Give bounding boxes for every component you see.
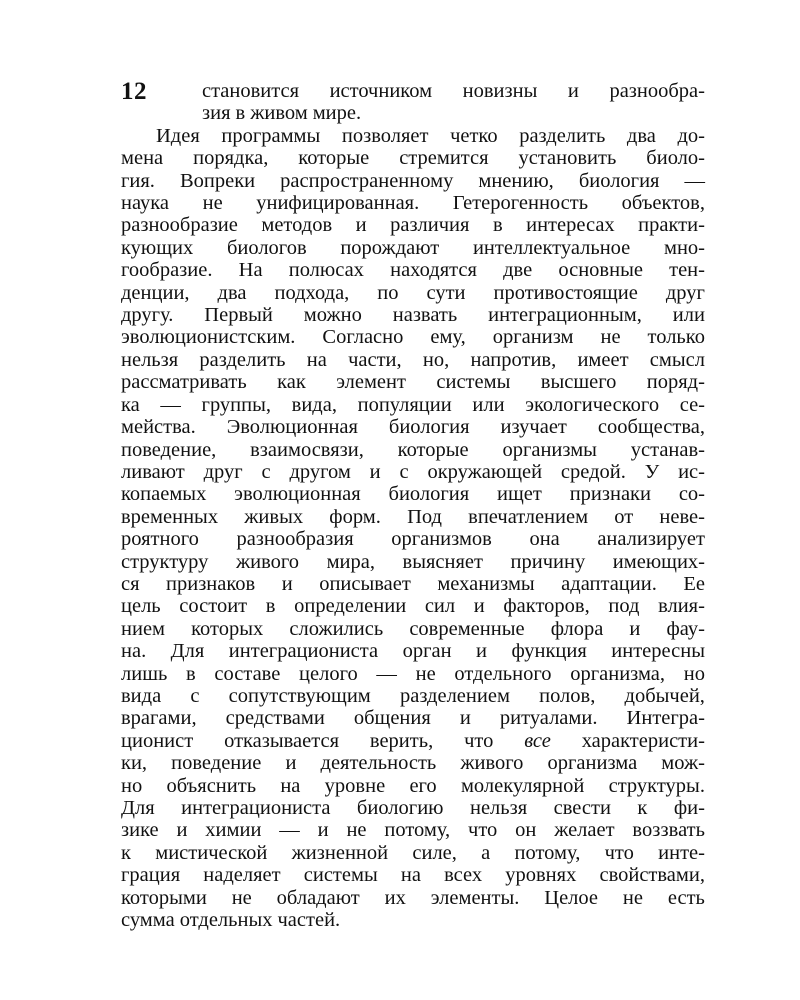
word: она [529,528,560,551]
word: их [384,886,406,909]
text-line [121,528,705,550]
word: организм [492,326,574,349]
word: но [683,662,705,685]
word: временных [121,505,219,528]
text-line [121,819,705,841]
word: становится [202,80,300,102]
word: которыми [121,886,207,909]
word: высшего [540,371,617,394]
word: и [355,214,367,237]
word: выясняет [402,550,483,573]
word: эволюционистским. [121,326,296,349]
word: находятся [390,259,477,282]
word: организмов [391,528,492,551]
word: но [121,774,143,797]
word: со- [678,483,705,506]
word: другу. [121,304,174,327]
text-line [121,282,705,304]
word: интересны [611,640,705,663]
word: мена [121,147,164,170]
text-line [121,461,705,483]
word: есть [667,886,705,909]
text-line [121,573,705,595]
word: две [503,259,533,282]
word: ритуалами. [499,707,598,730]
word: причину [510,550,586,573]
word: влия- [658,595,705,618]
word: напротив, [470,348,557,371]
text-line [121,797,705,819]
word: только [647,326,705,349]
word: современные [409,617,525,640]
word: и [567,80,579,102]
word: гообразие. [121,259,213,282]
word: описывает [319,572,411,595]
text-line [121,237,705,259]
word: не [622,886,643,909]
word: — [279,819,300,842]
word: флора [550,617,604,640]
word: верить, [369,729,434,752]
word: разнообразия [236,528,354,551]
word: интересах [526,214,615,237]
word: или [672,304,705,327]
word: ис- [678,460,705,483]
text-line [121,304,705,326]
word: и [369,460,381,483]
word: наука [121,192,170,215]
text-line [121,752,705,774]
text-line [121,775,705,797]
word: вида [121,684,162,707]
word: признаки [569,483,651,506]
word: сути [426,281,466,304]
word: факторов, [503,595,590,618]
word: деятельность [320,752,437,775]
word: с [399,460,409,483]
word: составе [214,662,281,685]
word: распространенному [280,169,454,192]
word: Для [121,797,155,819]
word: интеллектуальное [472,236,631,259]
word: желает [554,819,615,842]
word: мистической [155,841,268,864]
word: Целое [544,886,599,909]
text-line [121,483,705,505]
text-line [121,730,705,752]
word: живого [235,550,300,573]
word: имеет [577,348,629,371]
word: орган [402,640,452,663]
word: состоит [179,595,248,618]
word: ливают [121,460,185,483]
word: ки, [121,752,148,775]
word: имеющих- [612,550,705,573]
word: популяции [357,393,452,416]
word: которых [191,617,264,640]
word: поряд- [646,371,705,394]
word: гия. [121,169,155,192]
word: под [608,595,640,618]
word: позволяет [341,124,429,147]
word: ему, [430,326,466,349]
word: которые [397,438,469,461]
word: ка [121,393,140,416]
word: ищет [497,483,542,506]
word: объектов, [621,192,705,215]
word: назвать [392,304,458,327]
word: потому, [514,841,581,864]
word: отдельного [454,662,552,685]
word: что [464,729,494,752]
word: вида, [291,393,337,416]
word: сумма [121,909,175,932]
word: зия [202,102,231,125]
word: не [415,662,436,685]
word: ционист [121,729,194,752]
word: интеграциониста [181,797,331,819]
word: уровне [324,774,386,797]
word: и [176,819,188,842]
word: биоло- [646,147,705,170]
word: порядка, [193,147,269,170]
text-line [121,147,705,169]
word: Под [407,505,442,528]
word: потому, [384,819,451,842]
word: четко [450,124,498,147]
word: объяснить [166,774,257,797]
word: структуры. [608,774,705,797]
text-line [121,864,705,886]
word: на [280,774,301,797]
word: эволюционная [234,483,361,506]
word: мно- [663,236,705,259]
word: жизненной [291,841,389,864]
word: разнообра- [609,80,705,102]
word: все [524,729,551,752]
word: на [306,348,327,371]
word: различия [390,214,470,237]
text-line [121,707,705,729]
text-line [121,887,705,909]
word: сложились [289,617,384,640]
text-line [121,640,705,662]
word: унифицированная. [256,192,420,215]
word: не [346,819,367,842]
word: разделить [199,348,286,371]
word: практи- [638,214,705,237]
text-line [121,663,705,685]
word: нием [121,617,166,640]
word: анализирует [597,528,705,551]
text-line [121,595,705,617]
word: мира, [326,550,375,573]
word: роятного [121,528,199,551]
word: методов [261,214,333,237]
word: Первый [204,304,273,327]
page-number: 12 [121,78,147,105]
word: — [684,169,705,192]
word: нельзя [121,348,179,371]
word: биологию [356,797,444,819]
word: нельзя [469,797,528,819]
word: что [604,841,634,864]
word: на. [121,640,147,663]
word: интеграциониста [228,640,379,663]
word: наделяет [203,864,281,887]
word: биология [578,169,660,192]
word: се- [679,393,705,416]
word: ся [121,572,140,595]
word: молекулярной [460,774,585,797]
word: живых [244,505,304,528]
word: цель [121,595,161,618]
word: другом [289,460,351,483]
word: которые [298,147,370,170]
word: полов, [539,684,596,707]
word: характеристи- [581,729,705,752]
word: Идея [156,124,200,147]
word: сопутствующим [228,684,371,707]
word: грация [121,864,181,887]
word: к [121,841,131,864]
word: не [231,886,252,909]
word: устанав- [630,438,705,461]
word: У [644,460,660,483]
text-line [121,125,705,147]
word: можно [303,304,362,327]
word: Ее [683,572,705,595]
word: структуру [121,550,209,573]
word: организмы [502,438,597,461]
word: биология [388,416,470,439]
word: зике [121,819,159,842]
text-line [202,102,705,124]
text-line [121,416,705,438]
word: средствами [225,707,325,730]
word: поведение, [121,438,217,461]
word: признаков [166,572,256,595]
word: подхода, [274,281,350,304]
word: в [186,662,196,685]
word: копаемых [121,483,207,506]
word: два [626,124,656,147]
word: денции, [121,281,190,304]
word: друг [665,281,705,304]
word: мире. [312,102,362,125]
word: врагами, [121,707,197,730]
word: в [265,595,276,618]
text-line [121,214,705,236]
word: отдельных [179,909,273,932]
word: до- [677,124,705,147]
word: противостоящие [493,281,638,304]
word: стремится [399,147,489,170]
text-line [202,80,705,102]
word: мнению, [478,169,554,192]
text-line [121,439,705,461]
word: адаптации. [561,572,657,595]
word: с [261,460,271,483]
word: кующих [121,236,194,259]
word: и [629,617,641,640]
word: элементы. [430,886,520,909]
word: порождают [340,236,440,259]
word: тен- [669,259,705,282]
word: лишь [121,662,168,685]
word: источником [329,80,433,102]
word: впечатлением [468,505,589,528]
text-line [121,909,705,931]
word: средой. [560,460,626,483]
word: уровнях [505,864,577,887]
word: фау- [666,617,705,640]
word: Согласно [322,326,404,349]
word: по [377,281,399,304]
word: изучает [500,416,567,439]
word: свести [553,797,611,819]
word: воззвать [632,819,705,842]
word: биология [388,483,470,506]
word: основные [558,259,643,282]
text-line [121,842,705,864]
word: Гетерогенность [452,192,589,215]
word: отказывается [224,729,339,752]
text-line [121,371,705,393]
word: экологического [525,393,660,416]
word: силе, [412,841,457,864]
word: программы [221,124,321,147]
word: механизмы [437,572,535,595]
word: — [160,393,181,416]
word: взаимосвязи, [250,438,364,461]
word: он [515,819,537,842]
word: разнообразие [121,214,238,237]
word: его [409,774,437,797]
word: части, [348,348,402,371]
word: системы [436,371,511,394]
text-line [121,685,705,707]
word: сил [424,595,456,618]
text-line [121,259,705,281]
word: всех [444,864,483,887]
word: общения [353,707,431,730]
text-line [121,618,705,640]
text-line [121,349,705,371]
word: с [190,684,200,707]
word: определении [294,595,407,618]
word: не [202,192,223,215]
word: Интегра- [626,707,705,730]
word: и [317,819,329,842]
word: но, [422,348,450,371]
word: инте- [658,841,705,864]
word: в [492,214,503,237]
word: и [473,595,485,618]
word: поведение [171,752,262,775]
word: от [614,505,634,528]
text-line [121,506,705,528]
word: обладают [276,886,360,909]
word: а [481,841,491,864]
word: установить [518,147,617,170]
word: мейства. [121,416,196,439]
word: живого [460,752,524,775]
word: сообщества, [597,416,705,439]
word: организма [547,752,638,775]
word: системы [303,864,378,887]
word: функция [511,640,587,663]
word: новизны [462,80,538,102]
text-line [121,394,705,416]
word: химии [205,819,262,842]
word: разделением [399,684,510,707]
word: полюсах [288,259,364,282]
word: свойствами, [599,864,705,887]
word: биологов [226,236,307,259]
word: На [238,259,263,282]
word: фи- [673,797,705,819]
word: и [459,707,471,730]
word: рассматривать [121,371,247,394]
text-line [121,170,705,192]
word: Вопреки [179,169,256,192]
word: разделить [519,124,606,147]
word: в [235,102,246,125]
text-line [121,192,705,214]
word: два [217,281,247,304]
word: частей. [277,909,341,932]
word: группы, [201,393,272,416]
word: Для [170,640,205,663]
text-line [121,551,705,573]
word: добычей, [624,684,705,707]
text-line [121,326,705,348]
word: друг [203,460,243,483]
word: живом [250,102,308,125]
word: к [637,797,648,819]
word: целого [299,662,358,685]
word: или [472,393,505,416]
word: интеграционным, [488,304,642,327]
word: на [400,864,421,887]
word: мож- [661,752,705,775]
word: и [285,752,297,775]
word: — [376,662,397,685]
word: смысл [649,348,705,371]
word: Эволюционная [226,416,358,439]
word: как [277,371,306,394]
word: и [281,572,293,595]
word: что [468,819,498,842]
body-text [121,80,705,931]
word: и [476,640,487,663]
word: элемент [336,371,406,394]
word: организма, [570,662,666,685]
word: окружающей [427,460,543,483]
word: форм. [329,505,381,528]
word: неве- [659,505,705,528]
word: не [600,326,621,349]
